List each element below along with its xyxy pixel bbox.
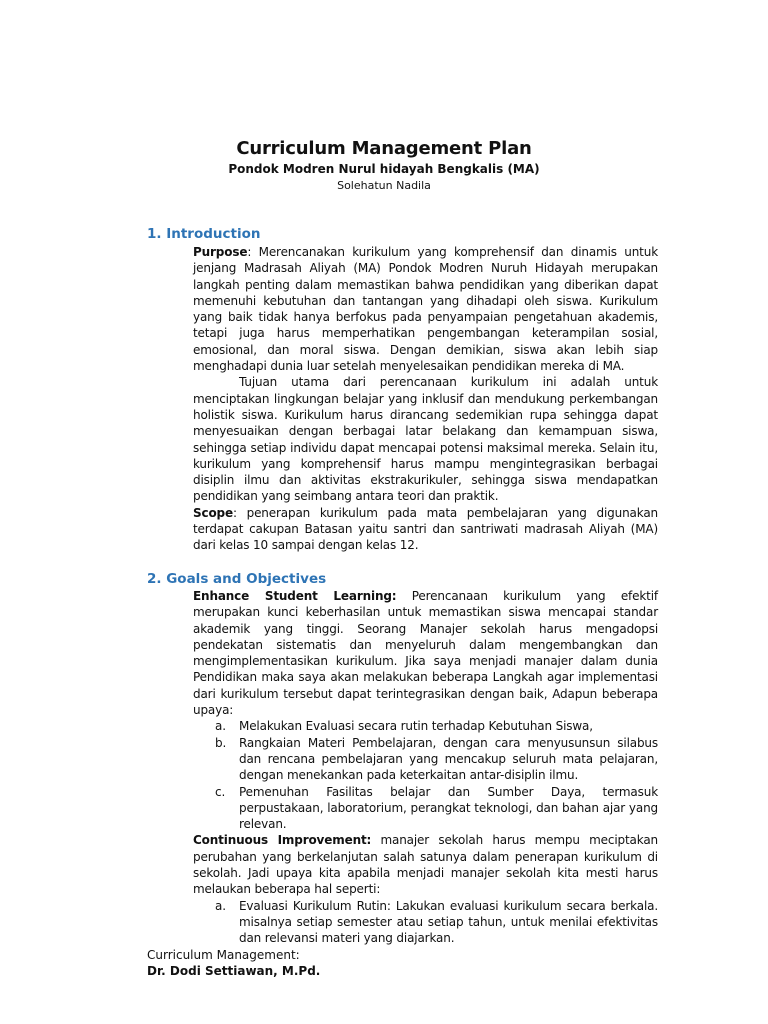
section-heading-introduction: 1. Introduction — [147, 226, 261, 242]
list-item-text: Melakukan Evaluasi secara rutin terhadap Kebutuhan Siswa, — [239, 719, 593, 734]
footer-name: Dr. Dodi Settiawan, M.Pd. — [147, 964, 321, 978]
purpose-label: Purpose — [193, 245, 248, 259]
purpose-text: : Merencanakan kurikulum yang komprehensif dan dinamis untuk jenjang Madrasah Aliyah (MA) Pondok Modren Nuruh Hidayah merupakan langkah penting dalam memastikan bahwa pendidikan yang diberikan dapat memenuhi kebutuhan dan tantangan yang dihadapi oleh siswa. Kurikulum yang baik tidak hanya berfokus pada penyampaian pengetahuan akademis, tetapi juga harus memperhatikan pengembangan keterampilan sosial, emosional, dan moral siswa. Dengan demikian, siswa akan lebih siap menghadapi dunia luar setelah menyelesaikan pendidikan mereka di MA. — [193, 245, 658, 374]
list-item — [193, 898, 658, 947]
list-item-text: Evaluasi Kurikulum Rutin: Lakukan evaluasi kurikulum secara berkala. misalnya setiap semester atau setiap tahun, untuk menilai efektivitas dan relevansi materi yang diajarkan. — [239, 898, 658, 946]
purpose-paragraph — [193, 244, 658, 374]
continuous-paragraph — [193, 832, 658, 897]
continuous-label: Continuous Improvement: — [193, 833, 372, 848]
enhance-label: Enhance Student Learning: — [193, 589, 397, 603]
enhance-paragraph — [193, 588, 658, 718]
list-marker: a. — [215, 719, 226, 734]
document-subtitle: Pondok Modren Nurul hidayah Bengkalis (MA) — [228, 162, 540, 176]
introduction-body — [193, 244, 658, 554]
continuous-list — [193, 898, 658, 947]
list-marker: b. — [215, 735, 227, 750]
section-heading-goals: 2. Goals and Objectives — [147, 571, 327, 587]
scope-paragraph — [193, 505, 658, 554]
list-item — [193, 735, 658, 784]
footer-label: Curriculum Management: — [147, 948, 300, 962]
scope-text: : penerapan kurikulum pada mata pembelajaran yang digunakan terdapat cakupan Batasan yaitu santri dan santriwati madrasah Aliyah (MA) dari kelas 10 sampai dengan kelas 12. — [193, 505, 658, 553]
enhance-text: Perencanaan kurikulum yang efektif merupakan kunci keberhasilan untuk memastikan siswa mencapai standar akademik yang tinggi. Seorang Manajer sekolah harus mengadopsi pendekatan sistematis dan menyeluruh dalam mengembangkan dan mengimplementasikan kurikulum. Jika saya menjadi manajer dalam dunia Pendidikan maka saya akan melakukan beberapa Langkah agar implementasi dari kurikulum tersebut dapat terintegrasikan dengan baik, Adapun beberapa upaya: — [193, 589, 658, 718]
goals-body — [193, 588, 658, 947]
goal-paragraph: Tujuan utama dari perencanaan kurikulum ini adalah untuk menciptakan lingkungan belajar yang inklusif dan mendukung perkembangan holistik siswa. Kurikulum harus dirancang sedemikian rupa sehingga dapat menyesuaikan dengan berbagai latar belakang dan kemampuan siswa, sehingga setiap individu dapat mencapai potensi maksimal mereka. Selain itu, kurikulum yang komprehensif harus mampu mengintegrasikan berbagai disiplin ilmu dan aktivitas ekstrakurikuler, sehingga siswa mendapatkan pendidikan yang seimbang antara teori dan praktik. — [193, 375, 658, 504]
list-item-text: Pemenuhan Fasilitas belajar dan Sumber Daya, termasuk perpustakaan, laboratorium, perangkat teknologi, dan bahan ajar yang relevan. — [239, 784, 658, 832]
list-marker: c. — [215, 784, 226, 799]
document-title: Curriculum Management Plan — [236, 138, 532, 159]
continuous-text: manajer sekolah harus mempu meciptakan perubahan yang berkelanjutan salah satunya dalam penerapan kurikulum di sekolah. Jadi upaya kita apabila menjadi manajer sekolah kita mesti harus melaukan beberapa hal seperti: — [193, 833, 659, 897]
list-item — [193, 718, 658, 734]
scope-label: Scope — [193, 505, 233, 520]
enhance-list — [193, 718, 658, 832]
list-item — [193, 784, 658, 833]
list-item-text: Rangkaian Materi Pembelajaran, dengan cara menyusunsun silabus dan rencana pembelajaran yang mencakup seluruh mata pelajaran, dengan menekankan pada keterkaitan antar-disiplin ilmu. — [239, 735, 658, 783]
document-author: Solehatun Nadila — [337, 179, 431, 192]
list-marker: a. — [215, 898, 226, 913]
